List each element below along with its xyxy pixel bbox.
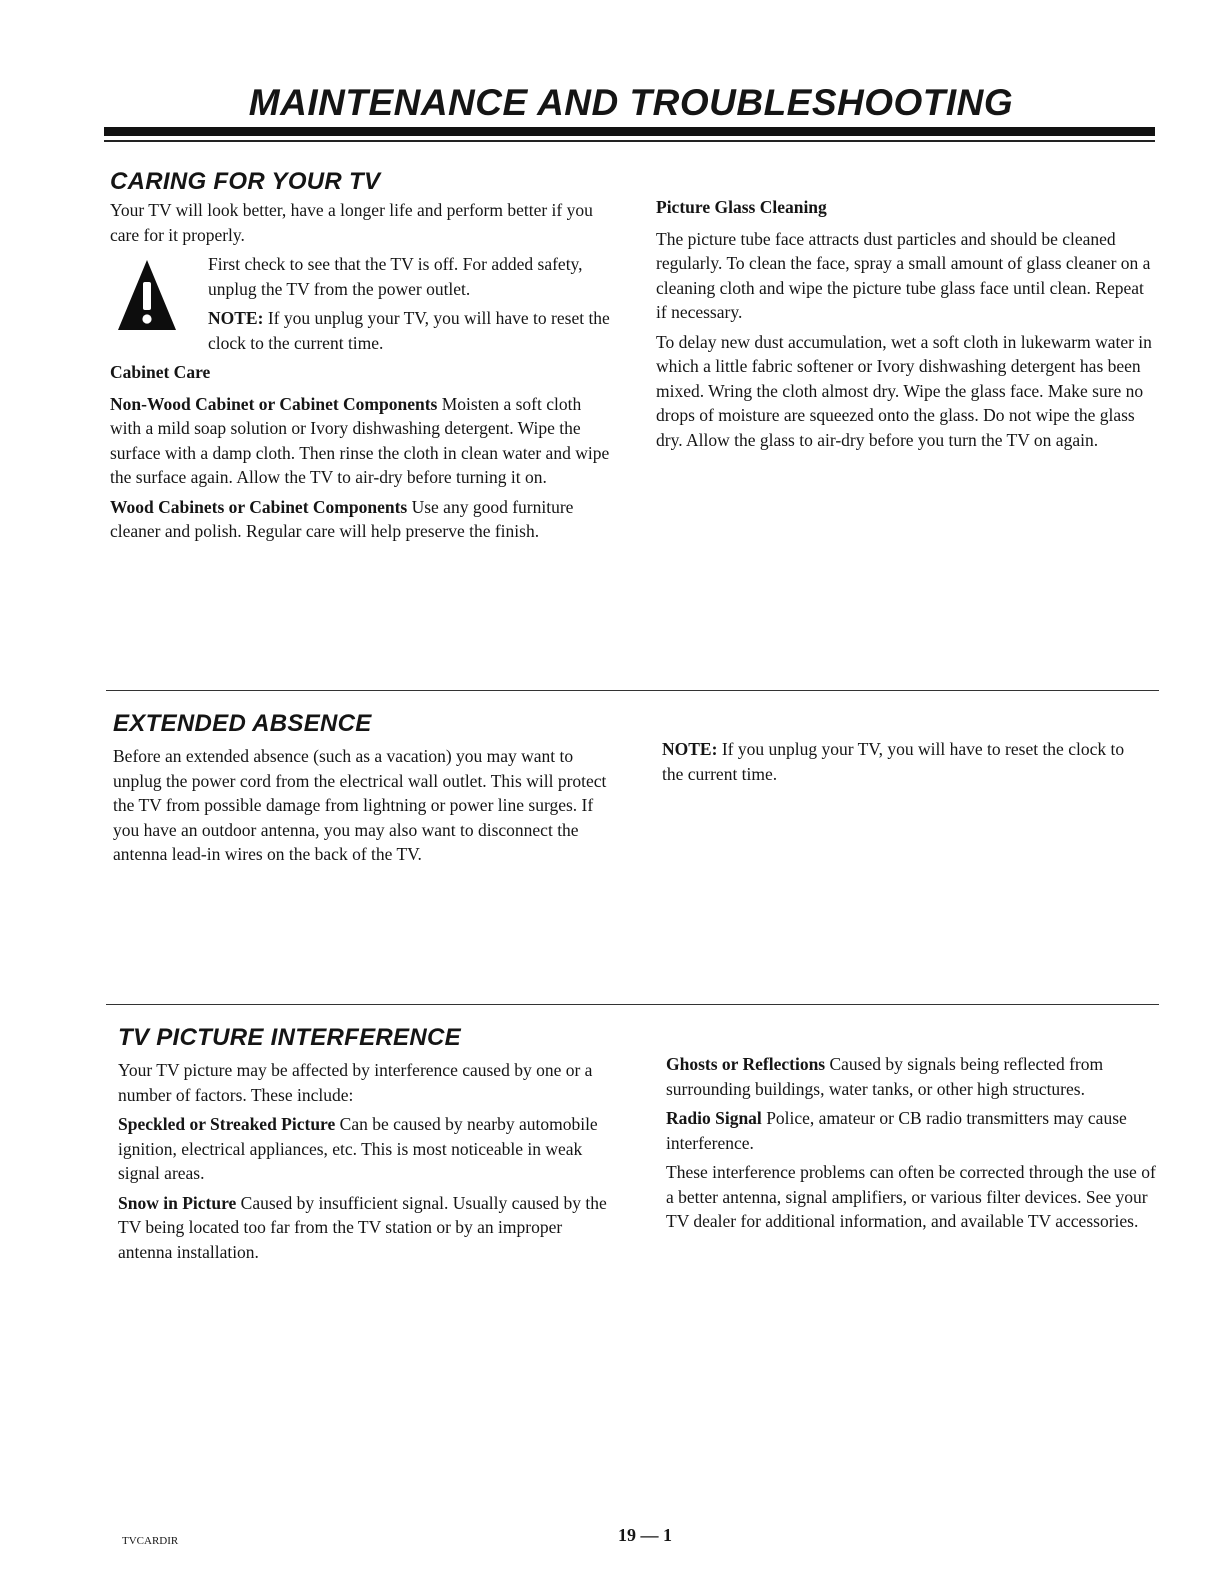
cabinet-care-heading: Cabinet Care xyxy=(110,362,211,382)
speckled-paragraph xyxy=(118,1112,618,1186)
ghosts-paragraph xyxy=(666,1052,1156,1101)
absence-heading: EXTENDED ABSENCE xyxy=(113,710,372,737)
warning-text: First check to see that the TV is off. For added safety, unplug the TV from the power outlet. xyxy=(208,254,583,299)
radio-text: Police, amateur or CB radio transmitters may cause interference. xyxy=(666,1108,1127,1153)
radio-paragraph xyxy=(666,1106,1156,1155)
snow-text: Caused by insufficient signal. Usually caused by the TV being located too far from the TV station or by an improper antenna installation. xyxy=(118,1192,607,1262)
wood-text: Use any good furniture cleaner and polish. Regular care will help preserve the finish. xyxy=(110,496,574,541)
caring-heading: CARING FOR YOUR TV xyxy=(110,168,381,195)
document-code: TVCARDIR xyxy=(122,1535,179,1547)
absence-left-column xyxy=(113,744,613,872)
section-divider xyxy=(106,690,1159,691)
nonwood-text: Moisten a soft cloth with a mild soap solution or Ivory dishwashing detergent. Wipe the surface with a damp cloth. Then rinse the cloth in clean water and wipe the surface again. Allow the TV to air-dry before turning it on. xyxy=(110,393,610,487)
interference-left-column xyxy=(118,1058,618,1269)
warning-block xyxy=(110,252,610,355)
wood-paragraph xyxy=(110,495,610,544)
title-rule-thick xyxy=(104,127,1155,136)
glass-cleaning-heading: Picture Glass Cleaning xyxy=(656,197,827,217)
absence-note xyxy=(662,737,1142,786)
interference-closing: These interference problems can often be corrected through the use of a better antenna, signal amplifiers, or various filter devices. See your TV dealer for additional information, and available TV accessories. xyxy=(666,1162,1156,1231)
interference-right-column xyxy=(666,1052,1156,1239)
absence-note-label: NOTE: xyxy=(662,739,718,759)
interference-heading: TV PICTURE INTERFERENCE xyxy=(118,1024,461,1051)
caring-note xyxy=(208,306,610,355)
nonwood-label: Non-Wood Cabinet or Cabinet Components xyxy=(110,393,438,414)
speckled-label: Speckled or Streaked Picture xyxy=(118,1114,336,1134)
section-divider xyxy=(106,1004,1159,1005)
interference-intro: Your TV picture may be affected by interference caused by one or a number of factors. These include: xyxy=(118,1060,593,1105)
snow-label: Snow in Picture xyxy=(118,1192,237,1213)
caring-left-column xyxy=(110,198,610,549)
absence-right-column xyxy=(662,737,1142,791)
page-title: MAINTENANCE AND TROUBLESHOOTING xyxy=(248,82,1014,123)
glass-paragraph-1: The picture tube face attracts dust particles and should be cleaned regularly. To clean the face, spray a small amount of glass cleaner on a cleaning cloth and wipe the picture tube glass face until clean. Repeat if necessary. xyxy=(656,228,1151,322)
wood-label: Wood Cabinets or Cabinet Components xyxy=(110,496,408,517)
radio-label: Radio Signal xyxy=(666,1108,762,1128)
caring-right-column xyxy=(656,195,1156,457)
ghosts-label: Ghosts or Reflections xyxy=(666,1054,826,1074)
caring-intro: Your TV will look better, have a longer life and perform better if you care for it properly. xyxy=(110,200,593,245)
snow-paragraph xyxy=(118,1191,618,1265)
absence-note-text: If you unplug your TV, you will have to reset the clock to the current time. xyxy=(662,739,1125,784)
note-label: NOTE: xyxy=(208,308,264,328)
glass-paragraph-2: To delay new dust accumulation, wet a soft cloth in lukewarm water in which a little fabric softener or Ivory dishwashing detergent has been mixed. Wring the cloth almost dry. Wipe the glass face. Make sure no drops of moisture are squeezed onto the glass. Do not wipe the glass dry. Allow the glass to air-dry before you turn the TV on again. xyxy=(656,331,1152,450)
page-number: 19 — 1 xyxy=(618,1525,672,1545)
note-text: If you unplug your TV, you will have to reset the clock to the current time. xyxy=(208,308,610,353)
nonwood-paragraph xyxy=(110,392,610,490)
absence-text: Before an extended absence (such as a vacation) you may want to unplug the power cord from the electrical wall outlet. This will protect the TV from possible damage from lightning or power line surges. If you have an outdoor antenna, you may also want to disconnect the antenna lead-in wires on the back of the TV. xyxy=(113,746,607,864)
ghosts-text: Caused by signals being reflected from surrounding buildings, water tanks, or other high structures. xyxy=(666,1054,1104,1099)
warning-triangle-icon xyxy=(116,256,178,334)
title-rule-thin xyxy=(104,140,1155,142)
speckled-text: Can be caused by nearby automobile ignition, electrical appliances, etc. This is most noticeable in weak signal areas. xyxy=(118,1114,598,1183)
